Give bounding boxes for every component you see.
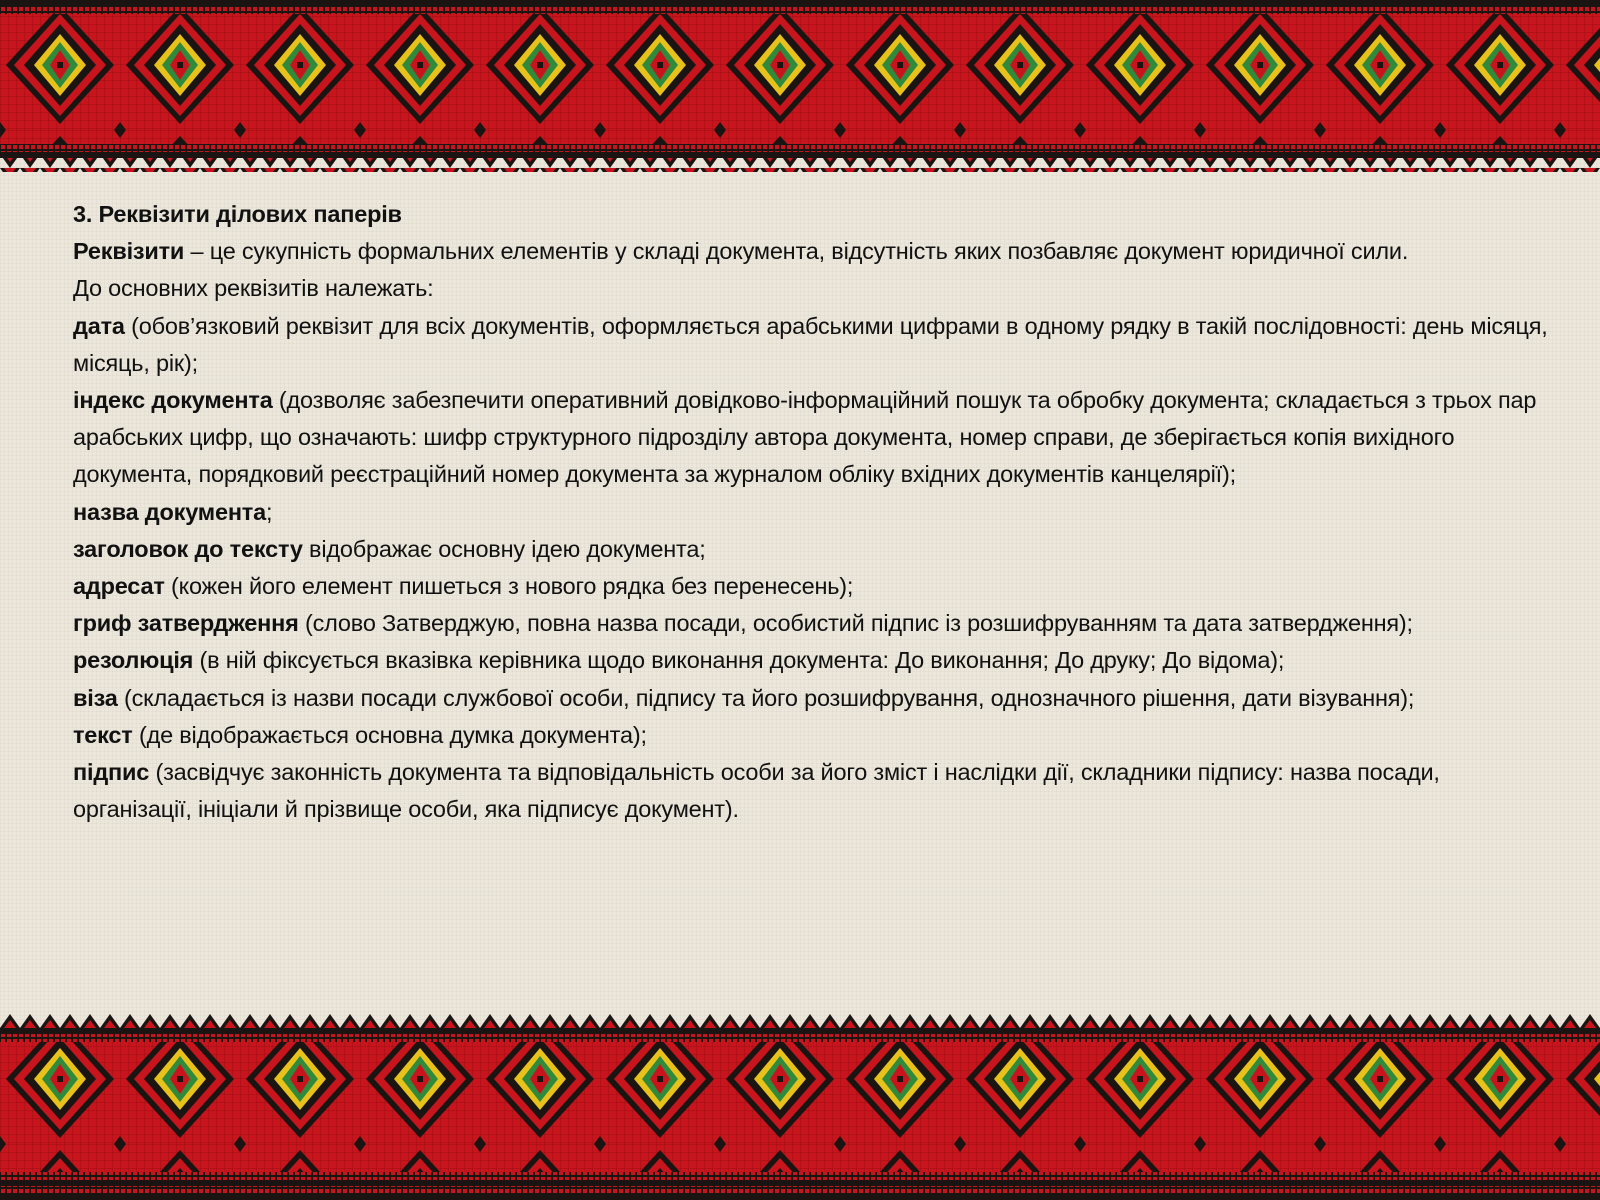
list-item: підпис (засвідчує законність документа та відповідальність особи за його зміст і наслідки дії, складники підпису: назва посади, організації, ініціали й прізвище особи, яка підписує документ). xyxy=(73,759,1440,823)
document-body xyxy=(73,196,1553,828)
list-item: віза (складається із назви посади службової особи, підпису та його розшифрування, однозначного рішення, дати візування); xyxy=(73,684,1415,711)
list-item: заголовок до тексту відображає основну ідею документа; xyxy=(73,535,706,562)
list-item: адресат (кожен його елемент пишеться з нового рядка без перенесень); xyxy=(73,573,854,600)
bottom-embroidery-border xyxy=(0,1014,1600,1200)
list-item: назва документа; xyxy=(73,498,273,525)
top-embroidery-border xyxy=(0,0,1600,192)
list-item: текст (де відображається основна думка документа); xyxy=(73,721,647,748)
list-item: дата (обов’язковий реквізит для всіх документів, оформляється арабськими цифрами в одному рядку в такій послідовності: день місяця, місяць, рік); xyxy=(73,312,1548,376)
top-embroidery-svg xyxy=(0,0,1600,192)
list-item: резолюція (в ній фіксується вказівка керівника щодо виконання документа: До виконання; До друку; До відома); xyxy=(73,647,1285,674)
bottom-embroidery-svg xyxy=(0,1014,1600,1200)
section-title: 3. Реквізити ділових паперів xyxy=(73,201,402,227)
intro-text: До основних реквізитів належать: xyxy=(73,275,434,302)
list-item: індекс документа (дозволяє забезпечити оперативний довідково-інформаційний пошук та обробку документа; складається з трьох пар арабських цифр, що означають: шифр структурного підрозділу автора документа, номер справи, де зберігається копія вихідного документа, порядковий реєстраційний номер документа за журналом обліку вхідних документів канцелярії); xyxy=(73,387,1537,488)
definition-term: Реквізити xyxy=(73,238,185,265)
definition-text: – це сукупність формальних елементів у складі документа, відсутність яких позбавляє документ юридичної сили. xyxy=(184,238,1409,265)
definition-paragraph xyxy=(73,233,1553,270)
list-item: гриф затвердження (слово Затверджую, повна назва посади, особистий підпис із розшифруванням та дата затвердження); xyxy=(73,610,1413,637)
